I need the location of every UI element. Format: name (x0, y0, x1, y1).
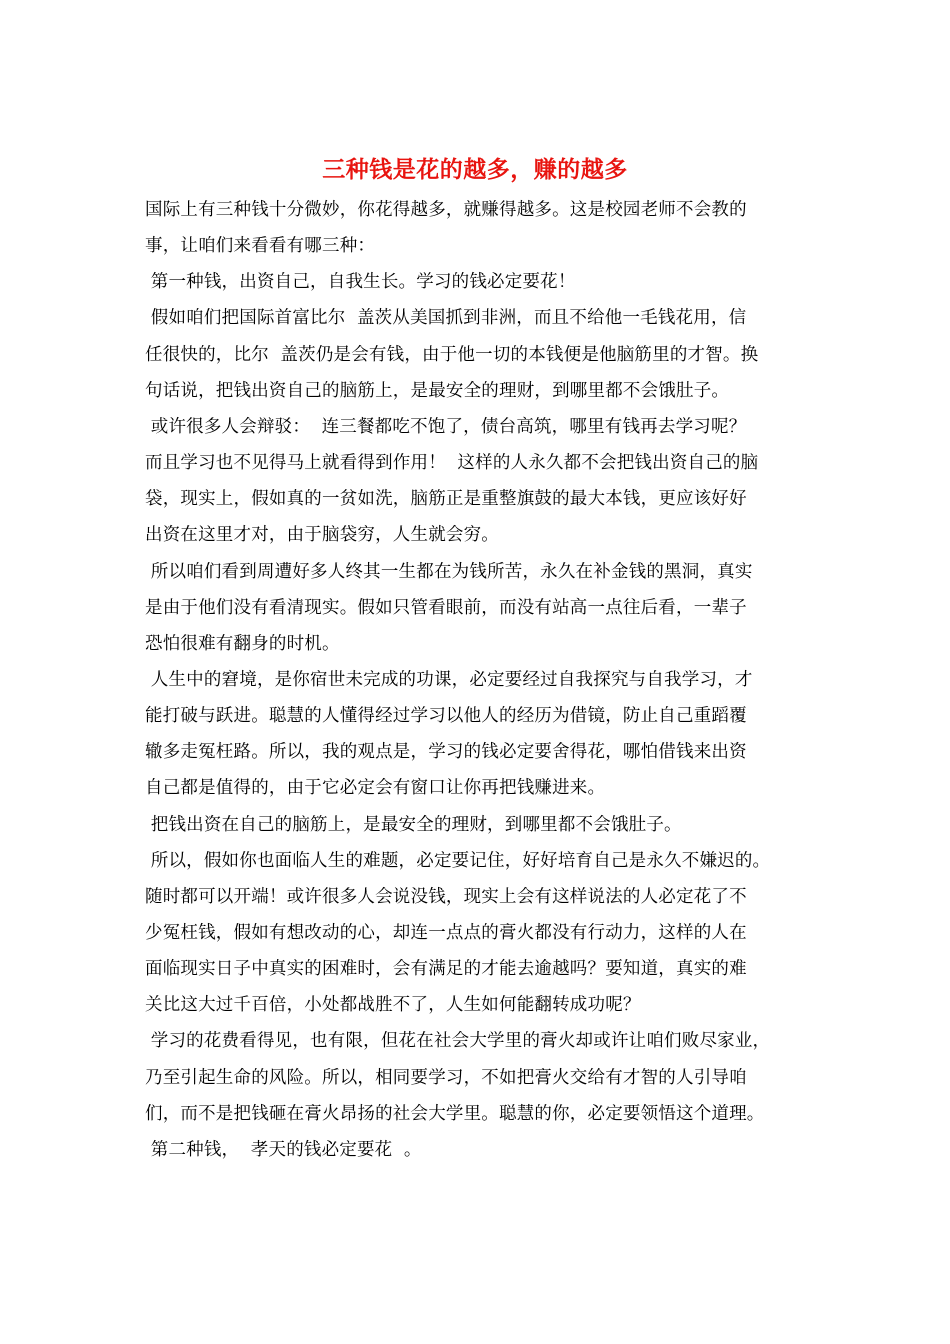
document-title: 三种钱是花的越多，赚的越多 (322, 156, 628, 183)
body-text-line: 袋，现实上，假如真的一贫如洗，脑筋正是重整旗鼓的最大本钱，更应该好好 (145, 489, 747, 509)
body-text-line: 国际上有三种钱十分微妙，你花得越多，就赚得越多。这是校园老师不会教的 (145, 200, 747, 220)
body-text-line: 把钱出资在自己的脑筋上，是最安全的理财，到哪里都不会饿肚子。 (145, 815, 682, 835)
body-text-line: 或许很多人会辩驳： 连三餐都吃不饱了，债台高筑，哪里有钱再去学习呢？ (145, 417, 747, 437)
body-text-line: 假如咱们把国际首富比尔 盖茨从美国抓到非洲，而且不给他一毛钱花用，信 (145, 308, 747, 328)
body-text-line: 人生中的窘境，是你宿世未完成的功课，必定要经过自我探究与自我学习，才 (145, 670, 753, 690)
body-text-line: 辙多走冤枉路。所以，我的观点是，学习的钱必定要舍得花，哪怕借钱来出资 (145, 742, 747, 762)
body-text-line: 们，而不是把钱砸在膏火昂扬的社会大学里。聪慧的你，必定要领悟这个道理。 (145, 1104, 765, 1124)
body-text-line: 句话说，把钱出资自己的脑筋上，是最安全的理财，到哪里都不会饿肚子。 (145, 381, 730, 401)
body-text-line: 随时都可以开端！或许很多人会说没钱，现实上会有这样说法的人必定花了不 (145, 887, 747, 907)
body-text-line: 任很快的，比尔 盖茨仍是会有钱，由于他一切的本钱便是他脑筋里的才智。换 (145, 345, 759, 365)
body-text-line: 能打破与跃进。聪慧的人懂得经过学习以他人的经历为借镜，防止自己重蹈覆 (145, 706, 747, 726)
body-text-line: 少冤枉钱，假如有想改动的心，却连一点点的膏火都没有行动力，这样的人在 (145, 923, 747, 943)
body-text-line: 第二种钱， 孝天的钱必定要花 。 (145, 1140, 422, 1160)
body-text-line: 乃至引起生命的风险。所以，相同要学习，不如把膏火交给有才智的人引导咱 (145, 1068, 747, 1088)
body-text-line: 学习的花费看得见，也有限，但花在社会大学里的膏火却或许让咱们败尽家业， (145, 1031, 771, 1051)
body-text-line: 自己都是值得的，由于它必定会有窗口让你再把钱赚进来。 (145, 778, 606, 798)
body-text-line: 是由于他们没有看清现实。假如只管看眼前，而没有站高一点往后看，一辈子 (145, 598, 747, 618)
body-text-line: 关比这大过千百倍，小处都战胜不了，人生如何能翻转成功呢？ (145, 995, 641, 1015)
body-text-line: 面临现实日子中真实的困难时，会有满足的才能去逾越吗？要知道，真实的难 (145, 959, 747, 979)
body-text-line: 第一种钱，出资自己，自我生长。学习的钱必定要花！ (145, 272, 576, 292)
body-text-line: 而且学习也不见得马上就看得到作用！ 这样的人永久都不会把钱出资自己的脑 (145, 453, 759, 473)
body-text-line: 出资在这里才对，由于脑袋穷，人生就会穷。 (145, 525, 499, 545)
body-text-line: 恐怕很难有翻身的时机。 (145, 634, 340, 654)
body-text-line: 所以，假如你也面临人生的难题，必定要记住，好好培育自己是永久不嫌迟的。 (145, 851, 771, 871)
body-text-line: 事，让咱们来看看有哪三种： (145, 236, 376, 256)
body-text-line: 所以咱们看到周遭好多人终其一生都在为钱所苦，永久在补金钱的黑洞，真实 (145, 562, 753, 582)
